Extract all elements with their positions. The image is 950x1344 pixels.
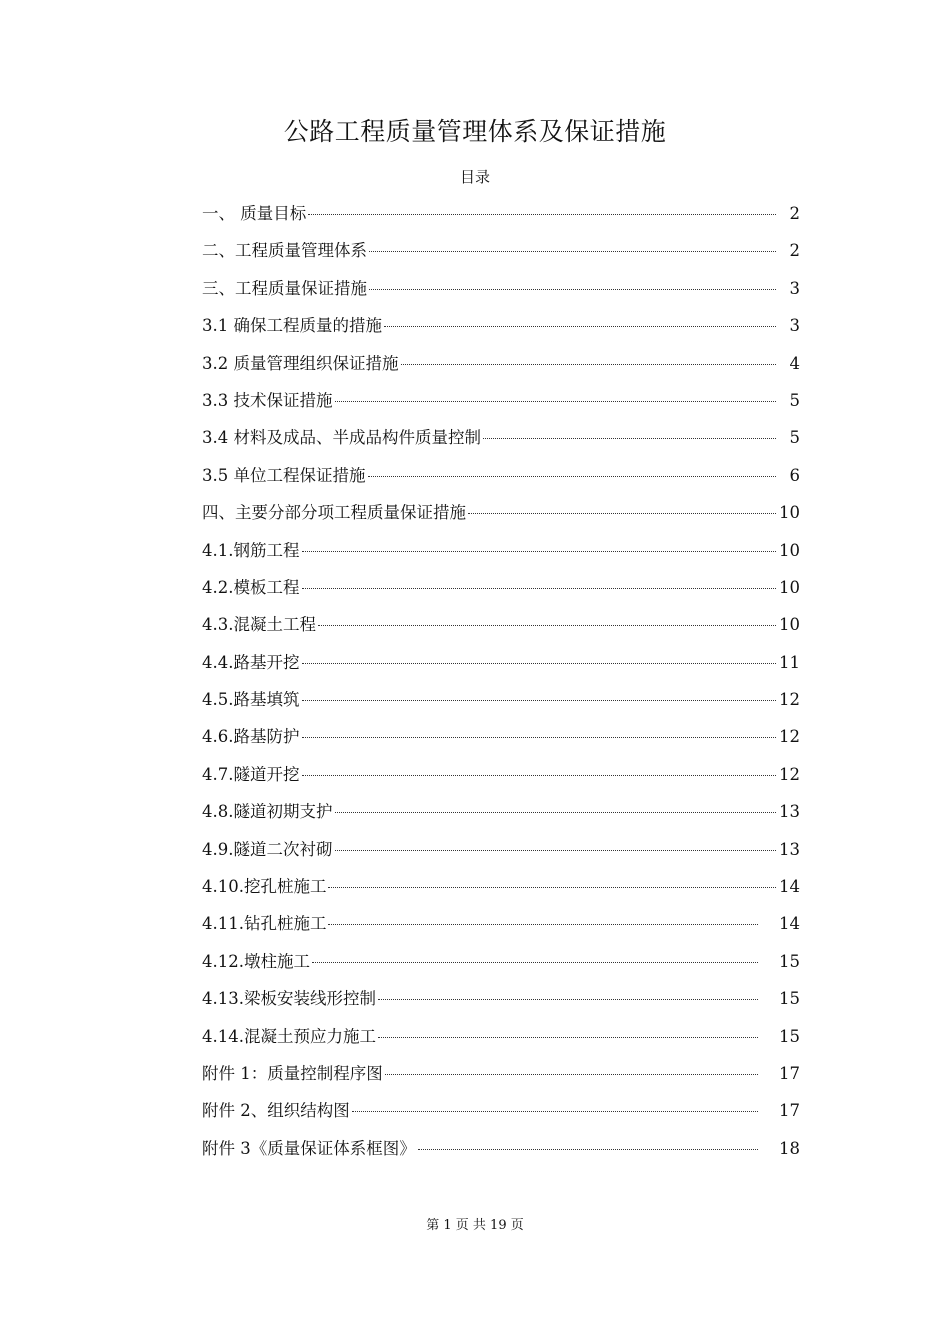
toc-entry[interactable] <box>202 350 800 387</box>
toc-entry-page: 10 <box>779 615 800 635</box>
toc-entry[interactable] <box>202 462 800 499</box>
toc-entry[interactable] <box>202 798 800 835</box>
toc-entry[interactable] <box>202 1097 800 1134</box>
toc-leader-dots <box>335 812 777 813</box>
toc-entry[interactable] <box>202 275 800 312</box>
toc-entry-label: 4.7.隧道开挖 <box>202 764 300 784</box>
toc-entry[interactable] <box>202 237 800 274</box>
toc-leader-dots <box>384 326 776 327</box>
toc-entry[interactable] <box>202 836 800 873</box>
toc-leader-dots <box>302 588 777 589</box>
toc-leader-dots <box>308 214 776 215</box>
toc-entry[interactable] <box>202 873 800 910</box>
table-of-contents <box>202 200 800 1172</box>
toc-entry-page: 5 <box>789 390 800 410</box>
toc-leader-dots <box>378 999 758 1000</box>
toc-entry-page: 2 <box>789 241 800 261</box>
toc-entry[interactable] <box>202 1135 800 1172</box>
toc-entry-label: 3.3 技术保证措施 <box>202 390 333 410</box>
toc-entry-label: 4.2.模板工程 <box>202 577 300 597</box>
toc-heading: 目录 <box>459 168 490 186</box>
toc-entry-label: 二、工程质量管理体系 <box>202 241 367 261</box>
toc-entry[interactable] <box>202 387 800 424</box>
toc-leader-dots <box>368 476 777 477</box>
toc-entry[interactable] <box>202 574 800 611</box>
toc-entry-page: 5 <box>789 428 800 448</box>
toc-entry-page: 15 <box>779 1026 800 1046</box>
toc-entry-label: 4.6.路基防护 <box>202 727 300 747</box>
toc-entry[interactable] <box>202 611 800 648</box>
toc-entry[interactable] <box>202 499 800 536</box>
toc-entry-page: 11 <box>779 652 800 672</box>
toc-entry-page: 2 <box>789 204 800 223</box>
toc-entry-label: 3.5 单位工程保证措施 <box>202 465 366 485</box>
toc-entry-label: 4.13.梁板安装线形控制 <box>202 989 376 1009</box>
toc-entry-page: 18 <box>779 1138 800 1158</box>
toc-entry[interactable] <box>202 948 800 985</box>
toc-leader-dots <box>335 850 777 851</box>
toc-leader-dots <box>378 1037 758 1038</box>
toc-entry-page: 13 <box>779 802 800 822</box>
toc-entry-page: 12 <box>779 764 800 784</box>
toc-entry[interactable] <box>202 723 800 760</box>
toc-entry-page: 6 <box>789 465 800 485</box>
toc-entry-label: 4.11.钻孔桩施工 <box>202 914 327 934</box>
toc-entry-page: 3 <box>789 278 800 298</box>
toc-entry-page: 4 <box>789 353 800 373</box>
toc-entry-page: 14 <box>779 914 800 934</box>
toc-leader-dots <box>468 513 776 514</box>
toc-entry[interactable] <box>202 537 800 574</box>
toc-entry-label: 一、 质量目标 <box>202 204 307 223</box>
toc-entry-label: 四、主要分部分项工程质量保证措施 <box>202 503 466 523</box>
document-title: 公路工程质量管理体系及保证措施 <box>283 117 667 146</box>
toc-entry-page: 17 <box>779 1063 800 1083</box>
toc-leader-dots <box>302 551 777 552</box>
toc-leader-dots <box>385 1074 758 1075</box>
toc-leader-dots <box>328 924 758 925</box>
toc-entry-label: 三、工程质量保证措施 <box>202 278 367 298</box>
toc-leader-dots <box>369 251 776 252</box>
toc-entry-label: 4.9.隧道二次衬砌 <box>202 839 333 859</box>
toc-leader-dots <box>369 289 776 290</box>
toc-entry-label: 3.2 质量管理组织保证措施 <box>202 353 399 373</box>
toc-leader-dots <box>302 775 777 776</box>
toc-entry-label: 4.5.路基填筑 <box>202 690 300 710</box>
toc-entry-page: 10 <box>779 540 800 560</box>
toc-leader-dots <box>302 700 777 701</box>
toc-leader-dots <box>318 625 776 626</box>
toc-leader-dots <box>418 1149 758 1150</box>
toc-entry[interactable] <box>202 910 800 947</box>
toc-entry-page: 12 <box>779 690 800 710</box>
page-footer: 第 1 页 共 19 页 <box>426 1218 524 1233</box>
toc-entry[interactable] <box>202 686 800 723</box>
toc-entry-label: 4.8.隧道初期支护 <box>202 802 333 822</box>
toc-leader-dots <box>328 887 776 888</box>
toc-entry[interactable] <box>202 985 800 1022</box>
toc-leader-dots <box>312 962 758 963</box>
toc-leader-dots <box>335 401 777 402</box>
toc-leader-dots <box>302 663 777 664</box>
toc-entry-label: 4.1.钢筋工程 <box>202 540 300 560</box>
toc-entry-label: 附件 3《质量保证体系框图》 <box>202 1138 416 1158</box>
toc-leader-dots <box>302 737 777 738</box>
toc-entry-label: 附件 2、组织结构图 <box>202 1101 350 1121</box>
toc-entry-page: 3 <box>789 316 800 336</box>
toc-entry[interactable] <box>202 649 800 686</box>
toc-entry-label: 3.1 确保工程质量的措施 <box>202 316 382 336</box>
toc-leader-dots <box>483 438 776 439</box>
toc-entry-page: 15 <box>779 951 800 971</box>
toc-entry-label: 4.4.路基开挖 <box>202 652 300 672</box>
toc-entry-label: 4.10.挖孔桩施工 <box>202 877 327 897</box>
toc-entry-label: 附件 1：质量控制程序图 <box>202 1063 383 1083</box>
toc-leader-dots <box>401 364 777 365</box>
toc-entry-page: 15 <box>779 989 800 1009</box>
toc-entry-page: 10 <box>779 577 800 597</box>
toc-entry-page: 12 <box>779 727 800 747</box>
toc-entry-page: 13 <box>779 839 800 859</box>
toc-leader-dots <box>352 1111 758 1112</box>
toc-entry-label: 4.3.混凝土工程 <box>202 615 316 635</box>
toc-entry-page: 14 <box>779 877 800 897</box>
toc-entry-page: 17 <box>779 1101 800 1121</box>
toc-entry-page: 10 <box>779 503 800 523</box>
toc-entry-label: 4.14.混凝土预应力施工 <box>202 1026 376 1046</box>
toc-entry[interactable] <box>202 424 800 461</box>
toc-entry-label: 4.12.墩柱施工 <box>202 951 310 971</box>
toc-entry-label: 3.4 材料及成品、半成品构件质量控制 <box>202 428 481 448</box>
toc-entry[interactable] <box>202 312 800 349</box>
toc-entry[interactable] <box>202 200 800 237</box>
toc-entry[interactable] <box>202 1023 800 1060</box>
toc-entry[interactable] <box>202 761 800 798</box>
toc-entry[interactable] <box>202 1060 800 1097</box>
